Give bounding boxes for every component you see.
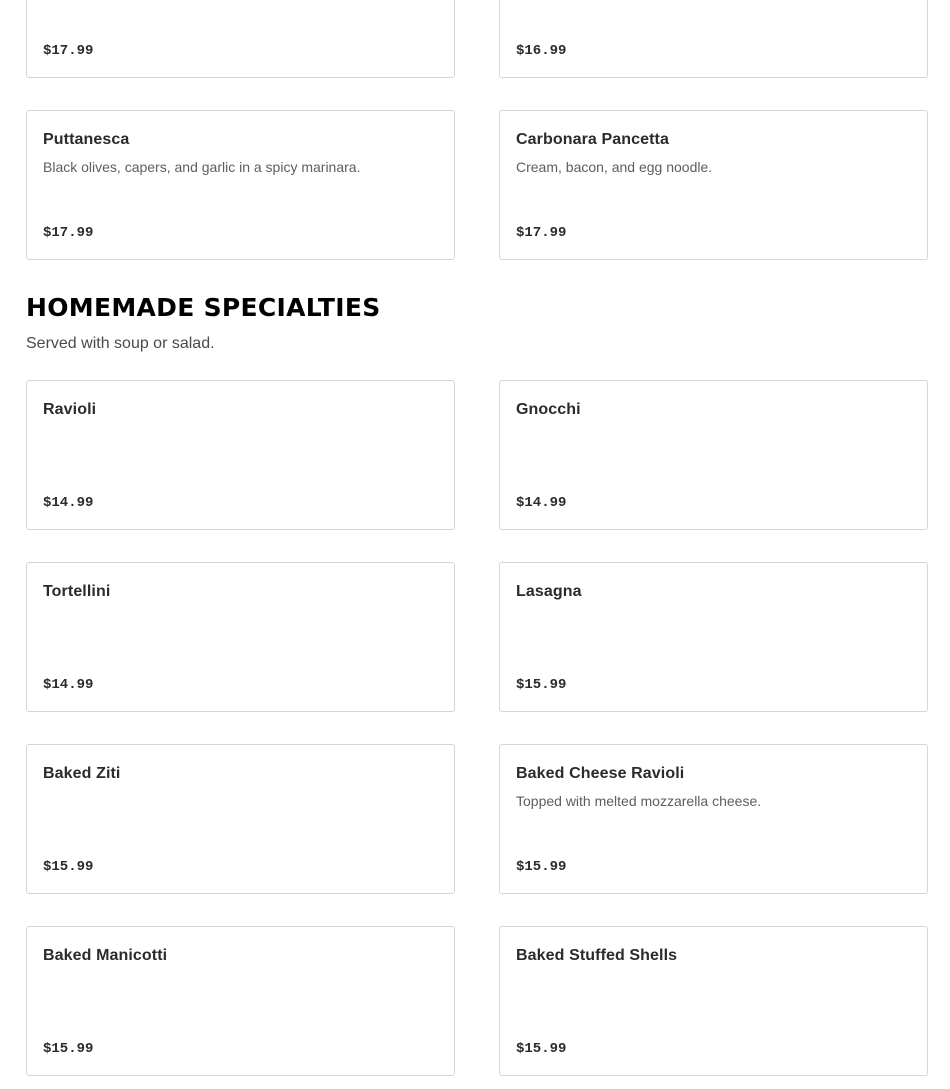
specialties-items-grid (26, 380, 928, 1076)
menu-item-description: Cream, bacon, and egg noodle. (516, 159, 713, 175)
menu-item-price: $15.99 (43, 1041, 94, 1057)
menu-item-name: Puttanesca (43, 131, 130, 148)
menu-item-name: Baked Ziti (43, 765, 121, 782)
menu-item-card[interactable] (499, 562, 928, 712)
menu-item-card[interactable] (26, 110, 455, 260)
menu-item-card[interactable] (499, 110, 928, 260)
menu-item-card[interactable] (26, 926, 455, 1076)
menu-item-price: $14.99 (516, 495, 567, 511)
menu-item-card[interactable] (499, 380, 928, 530)
menu-item-price: $15.99 (43, 859, 94, 875)
menu-item-description: Black olives, capers, and garlic in a spicy marinara. (43, 159, 361, 175)
menu-item-name: Tortellini (43, 583, 111, 600)
menu-item-card[interactable] (26, 562, 455, 712)
menu-item-card[interactable] (499, 0, 928, 78)
menu-item-price: $14.99 (43, 495, 94, 511)
menu-item-price: $15.99 (516, 1041, 567, 1057)
menu-item-card[interactable] (26, 744, 455, 894)
menu-item-card[interactable] (26, 380, 455, 530)
menu-item-name: Ravioli (43, 401, 97, 418)
menu-item-name: Lasagna (516, 583, 582, 600)
menu-item-card[interactable] (26, 0, 455, 78)
menu-item-price: $15.99 (516, 859, 567, 875)
menu-item-name: Baked Cheese Ravioli (516, 765, 685, 782)
menu-item-card[interactable] (499, 926, 928, 1076)
menu-item-price: $17.99 (43, 225, 94, 241)
section-subtitle: Served with soup or salad. (26, 335, 215, 352)
menu-item-name: Baked Manicotti (43, 947, 168, 964)
menu-item-price: $14.99 (43, 677, 94, 693)
menu-item-name: Gnocchi (516, 401, 581, 418)
menu-item-price: $17.99 (516, 225, 567, 241)
menu-item-name: Baked Stuffed Shells (516, 947, 678, 964)
menu-item-price: $16.99 (516, 43, 567, 59)
menu-item-description: Topped with melted mozzarella cheese. (516, 793, 762, 809)
menu-item-price: $15.99 (516, 677, 567, 693)
menu-item-name: Carbonara Pancetta (516, 131, 669, 148)
pasta-items-grid (26, 0, 928, 260)
menu-item-price: $17.99 (43, 43, 94, 59)
section-title: HOMEMADE SPECIALTIES (26, 293, 381, 322)
menu-item-card[interactable] (499, 744, 928, 894)
